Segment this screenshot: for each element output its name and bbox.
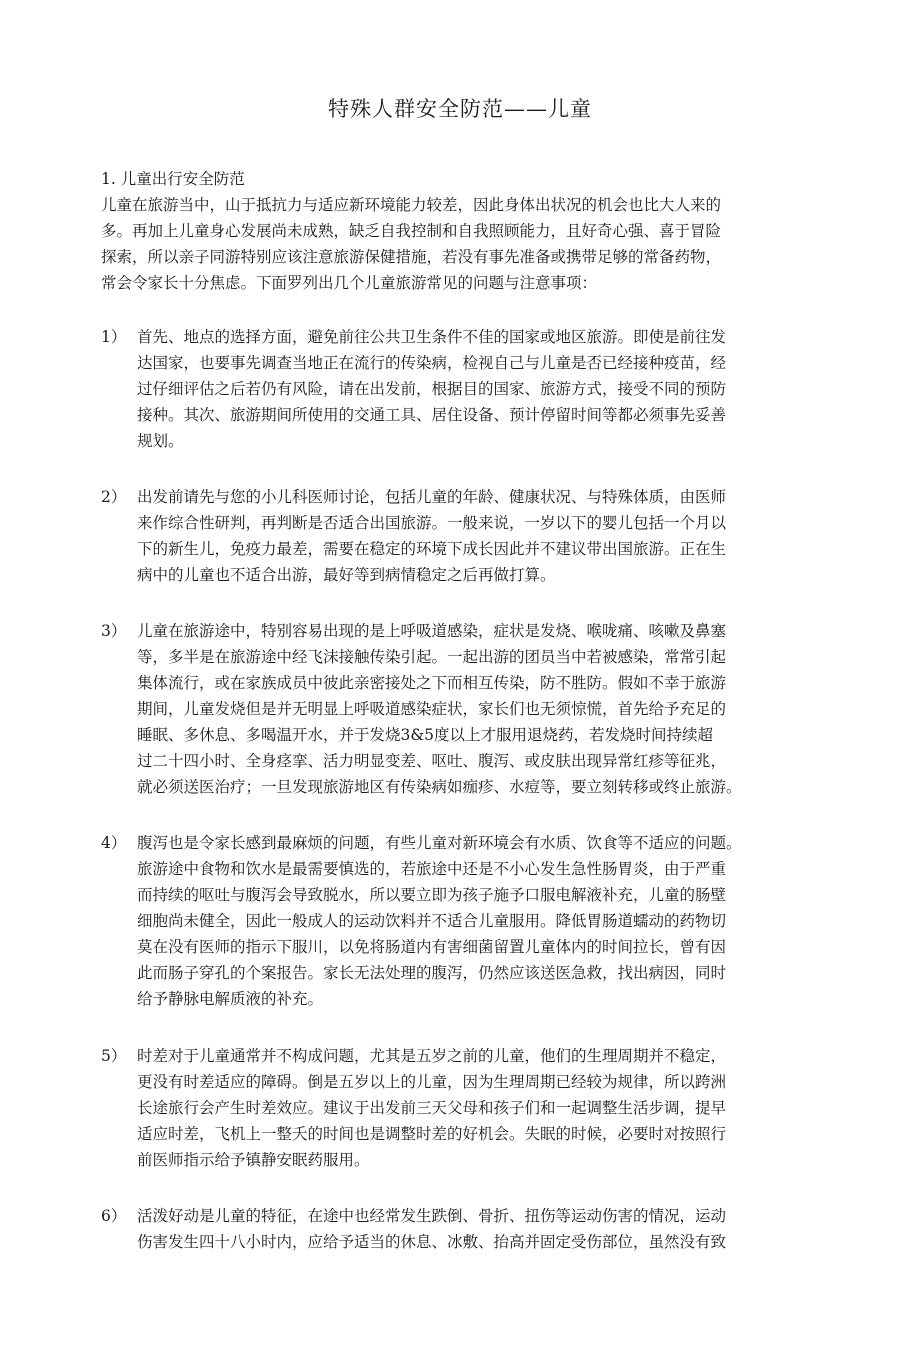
item-line: 更没有时差适应的障碍。倒是五岁以上的儿童，因为生理周期已经较为规律，所以跨洲 <box>137 1073 727 1091</box>
item-line: 时差对于儿童通常并不构成问题，尤其是五岁之前的儿童，他们的生理周期并不稳定， <box>137 1047 727 1065</box>
item-line: 腹泻也是令家长感到最麻烦的问题，有些儿童对新环境会有水质、饮食等不适应的问题。 <box>137 834 742 852</box>
section-heading: 1. 儿童出行安全防范 <box>101 170 245 188</box>
item-line: 给予静脉电解质液的补充。 <box>137 990 324 1008</box>
item-line: 伤害发生四十八小时内，应给予适当的休息、冰敷、抬高并固定受伤部位，虽然没有致 <box>137 1233 727 1251</box>
item-line: 细胞尚未健全，因此一般成人的运动饮料并不适合儿童服用。降低胃肠道蠕动的药物切 <box>137 912 727 930</box>
document-title: 特殊人群安全防范——儿童 <box>328 97 592 121</box>
item-line: 旅游途中食物和饮水是最需要慎选的，若旅途中还是不小心发生急性肠胃炎，由于严重 <box>137 860 727 878</box>
item-line: 集体流行，或在家族成员中彼此亲密接处之下而相互传染，防不胜防。假如不幸于旅游 <box>137 674 727 692</box>
item-line: 而持续的呕吐与腹泻会导致脱水，所以要立即为孩子施予口服电解液补充，儿童的肠壁 <box>137 886 727 904</box>
item-line: 此而肠子穿孔的个案报告。家长无法处理的腹泻，仍然应该送医急救，找出病因，同时 <box>137 964 727 982</box>
item-line: 活泼好动是儿童的特征，在途中也经常发生跌倒、骨折、扭伤等运动伤害的情况，运动 <box>137 1207 727 1225</box>
intro-line: 探索，所以亲子同游特别应该注意旅游保健措施，若没有事先准备或携带足够的常备药物， <box>101 248 722 266</box>
item-line: 就必须送医治疗；一旦发现旅游地区有传染病如痂疹、水痘等，要立刻转移或终止旅游。 <box>137 778 742 796</box>
item-line: 病中的儿童也不适合出游，最好等到病情稳定之后再做打算。 <box>137 566 556 584</box>
item-line: 达国家，也要事先调查当地正在流行的传染病，检视自己与儿童是否已经接种疫苗，经 <box>137 354 727 372</box>
intro-line: 多。再加上儿童身心发展尚未成熟，缺乏自我控制和自我照顾能力，且好奇心强、喜于冒险 <box>101 222 722 240</box>
item-number: 4） <box>101 834 127 852</box>
item-line: 适应时差，飞机上一整夭的时间也是调整时差的好机会。失眠的时候，必要时对按照行 <box>137 1125 727 1143</box>
item-line: 儿童在旅游途中，特别容易出现的是上呼吸道感染，症状是发烧、喉咙痛、咳嗽及鼻塞 <box>137 622 727 640</box>
item-line: 来作综合性研判，再判断是否适合出国旅游。一般来说，一岁以下的婴儿包括一个月以 <box>137 514 727 532</box>
item-line: 过二十四小时、全身痉挛、活力明显变差、呕吐、腹泻、或皮肤出现异常红疹等征兆， <box>137 752 727 770</box>
item-line: 睡眠、多休息、多喝温开水，并于发烧3&5度以上才服用退烧药，若发烧时间持续超 <box>137 726 714 744</box>
item-line: 等，多半是在旅游途中经飞沫接触传染引起。一起出游的团员当中若被感染，常常引起 <box>137 648 727 666</box>
item-number: 2） <box>101 488 127 506</box>
intro-line: 儿童在旅游当中，山于抵抗力与适应新环境能力较差，因此身体出状况的机会也比大人来的 <box>101 196 722 214</box>
item-line: 过仔细评估之后若仍有风险，请在出发前，根据目的国家、旅游方式，接受不同的预防 <box>137 380 727 398</box>
item-line: 前医师指示给予镇静安眠药服用。 <box>137 1151 370 1169</box>
item-line: 出发前请先与您的小儿科医师讨论，包括儿童的年龄、健康状况、与特殊体质，由医师 <box>137 488 727 506</box>
item-number: 5） <box>101 1047 127 1065</box>
item-line: 期间，儿童发烧但是并无明显上呼吸道感染症状，家长们也无须惊慌，首先给予充足的 <box>137 700 727 718</box>
item-line: 首先、地点的选择方面，避免前往公共卫生条件不佳的国家或地区旅游。即使是前往发 <box>137 328 727 346</box>
item-line: 规划。 <box>137 432 184 450</box>
item-number: 1） <box>101 328 127 346</box>
item-number: 6） <box>101 1207 127 1225</box>
item-line: 长途旅行会产生时差效应。建议于出发前三天父母和孩子们和一起调整生活步调，提早 <box>137 1099 727 1117</box>
item-line: 莫在没有医师的指示下服川，以免将肠道内有害细菌留置儿童体内的时间拉长，曾有因 <box>137 938 727 956</box>
item-line: 接种。其次、旅游期间所使用的交通工具、居住设备、预计停留时间等都必须事先妥善 <box>137 406 727 424</box>
item-line: 下的新生儿，免疫力最差，需要在稳定的环境下成长因此并不建议带出国旅游。正在生 <box>137 540 727 558</box>
intro-line: 常会令家长十分焦虑。下面罗列出几个儿童旅游常见的问题与注意事项： <box>101 274 598 292</box>
item-number: 3） <box>101 622 127 640</box>
